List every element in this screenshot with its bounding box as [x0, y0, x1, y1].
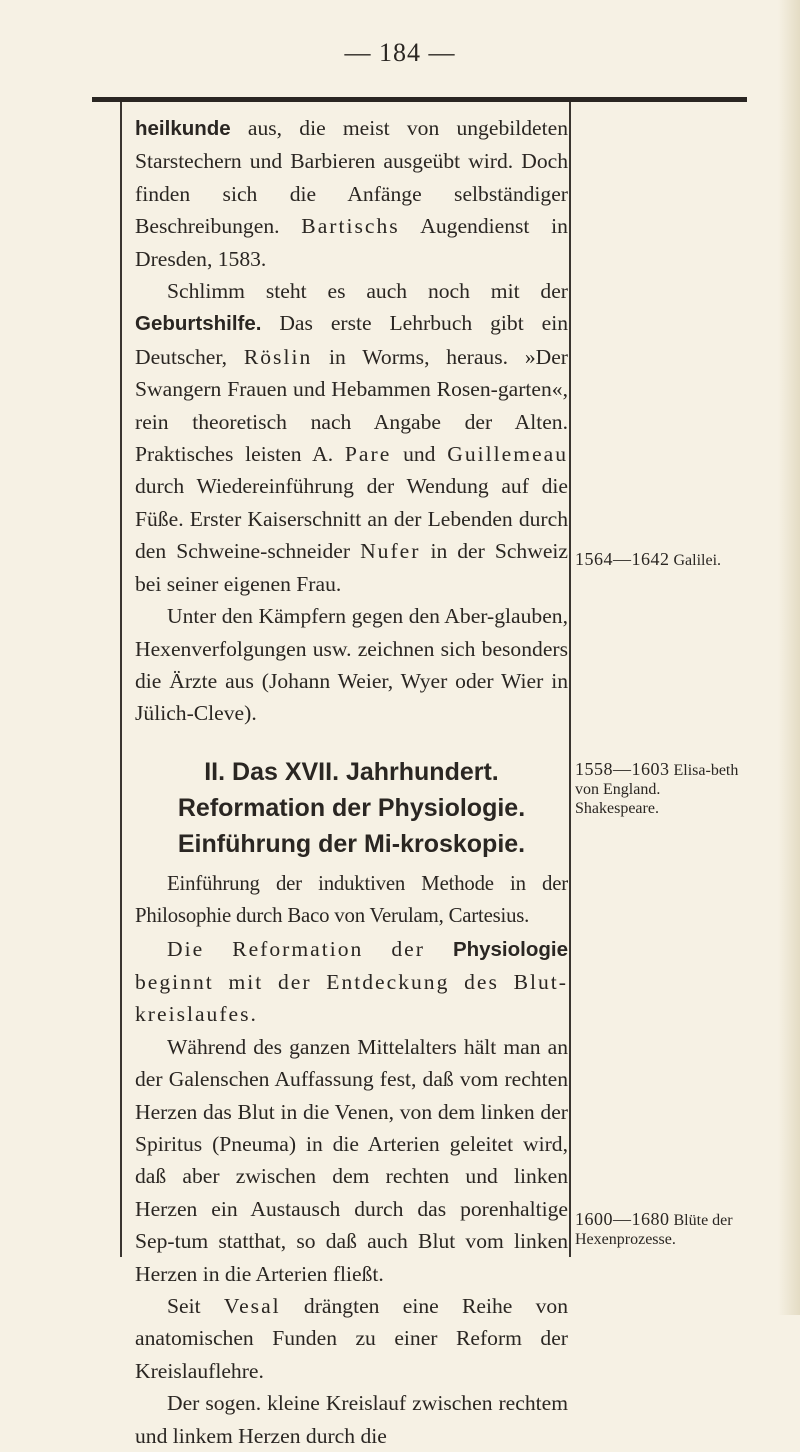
page-number: — 184 — — [344, 38, 456, 67]
paragraph-aberglauben: Unter den Kämpfern gegen den Aber-glauben, Hexenverfolgungen usw. zeichnen sich besonders die Ärzte aus (Johann Weier, Wyer oder Wier in Jülich-Cleve). — [135, 604, 568, 726]
side-note-elisabeth: 1558—1603 Elisa-beth von England. Shakespeare. — [575, 759, 739, 817]
name-guillemeau: Guillemeau — [447, 442, 569, 467]
paragraph-geburtshilfe: Schlimm steht es auch noch mit der Geburtshilfe. Das erste Lehrbuch gibt ein Deutscher, Röslin in Worms, heraus. »Der Swangern Frauen und Hebammen Rosen-garten«, rein theoretisch nach Angabe der Alten. Praktisches leisten A. Pare und Guillemeau durch Wiedereinführung der Wendung auf die Füße. Erster Kaiserschnitt an der Lebenden durch den Schweine-schneider Nufer in der Schweiz bei seiner eigenen Frau. — [135, 279, 569, 596]
page-edge-shadow — [778, 0, 800, 1315]
name-nufer: Nufer — [360, 539, 421, 564]
right-column-rule — [569, 102, 571, 1257]
paragraph-induktive-methode: Einführung der induktiven Methode in der Philosophie durch Baco von Verulam, Cartesius. — [135, 871, 568, 928]
paragraph-kleiner-kreislauf: Der sogen. kleine Kreislauf zwischen rechtem und linkem Herzen durch die — [135, 1391, 568, 1448]
side-note-galilei: 1564—1642 Galilei. — [575, 549, 722, 569]
paragraph-heilkunde: heilkunde aus, die meist von ungebildeten Starstechern und Barbieren ausgeübt wird. Doch finden sich die Anfänge selbständiger Beschreibungen. Bartischs Augendienst in Dresden, 1583. — [135, 116, 568, 271]
paragraph-mittelalter: Während des ganzen Mittelalters hält man an der Galenschen Auffassung fest, daß vom rechten Herzen das Blut in die Venen, von dem linken der Spiritus (Pneuma) in die Arterien geleitet wird, daß aber zwischen dem rechten und linken Herzen ein Austausch durch das porenhaltige Sep-tum statthat, so daß auch Blut vom linken Herzen in die Arterien fließt. — [135, 1034, 568, 1286]
side-note-hexenprozesse: 1600—1680 Blüte der Hexenprozesse. — [575, 1209, 733, 1248]
keyword-geburtshilfe: Geburtshilfe. — [135, 312, 262, 336]
section-heading: II. Das XVII. Jahrhundert. Reformation der Physiologie. Einführung der Mi-kroskopie. — [177, 757, 526, 858]
name-bartisch: Bartischs — [301, 214, 400, 239]
name-pare: Pare — [344, 442, 392, 467]
keyword-physiologie: Physiologie — [452, 937, 568, 961]
paragraph-vesal: Seit Vesal drängten eine Reihe von anatomischen Funden zu einer Reform der Kreislauflehre. — [135, 1294, 568, 1383]
name-vesal: Vesal — [223, 1294, 281, 1318]
main-text-column — [135, 112, 568, 1452]
name-roeslin: Röslin — [243, 344, 313, 369]
keyword-heilkunde: heilkunde — [135, 117, 231, 140]
left-column-rule — [120, 102, 122, 1257]
paragraph-reformation: Die Reformation der Physiologie beginnt mit der Entdeckung des Blut-kreislaufes. — [135, 936, 568, 1027]
top-rule — [92, 97, 747, 102]
